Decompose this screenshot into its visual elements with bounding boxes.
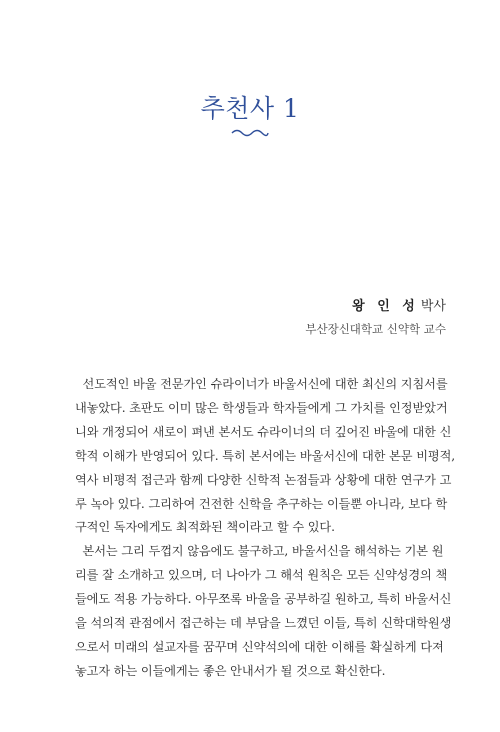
author-block <box>305 298 446 338</box>
title-ornament <box>0 128 500 138</box>
author-line <box>305 298 446 316</box>
body-line: 구적인 독자에게도 최적화된 책이라고 할 수 있다. <box>75 520 335 535</box>
body-line: 을 석의적 관점에서 접근하는 데 부담을 느꼈던 이들, 특히 신학대학원생 <box>75 616 452 631</box>
body-line: 놓고자 하는 이들에게는 좋은 안내서가 될 것으로 확신한다. <box>75 663 386 678</box>
body-line: 리를 잘 소개하고 있으며, 더 나아가 그 해석 원칙은 모든 신약성경의 책 <box>75 568 448 583</box>
wave-ornament-icon <box>230 128 270 138</box>
body-line: 역사 비평적 접근과 함께 다양한 신학적 논점들과 상황에 대한 연구가 고 <box>75 472 452 487</box>
body-line: 니와 개정되어 새로이 펴낸 본서도 슈라이너의 더 깊어진 바울에 대한 신 <box>75 424 452 439</box>
page-title: 추천사 1 <box>200 94 300 123</box>
author-name: 왕 인 성 <box>352 299 419 314</box>
author-title: 박사 <box>420 299 446 314</box>
author-affiliation: 부산장신대학교 신약학 교수 <box>305 322 446 336</box>
body-line: 본서는 그리 두껍지 않음에도 불구하고, 바울서신을 해석하는 기본 원 <box>75 544 444 559</box>
body-line: 선도적인 바울 전문가인 슈라이너가 바울서신에 대한 최신의 지침서를 <box>75 377 448 391</box>
body-text <box>75 373 456 684</box>
body-line: 으로서 미래의 설교자를 꿈꾸며 신약석의에 대한 이해를 확실하게 다져 <box>75 639 444 654</box>
body-line: 루 녹아 있다. 그리하여 건전한 신학을 추구하는 이들뿐 아니라, 보다 학 <box>75 496 448 511</box>
body-line: 내놓았다. 초판도 이미 많은 학생들과 학자들에게 그 가치를 인정받았거 <box>75 400 448 415</box>
body-line: 학적 이해가 반영되어 있다. 특히 본서에는 바울서신에 대한 본문 비평적, <box>75 448 456 463</box>
body-line: 들에도 적용 가능하다. 아무쪼록 바울을 공부하길 원하고, 특히 바울서신 <box>75 592 452 607</box>
